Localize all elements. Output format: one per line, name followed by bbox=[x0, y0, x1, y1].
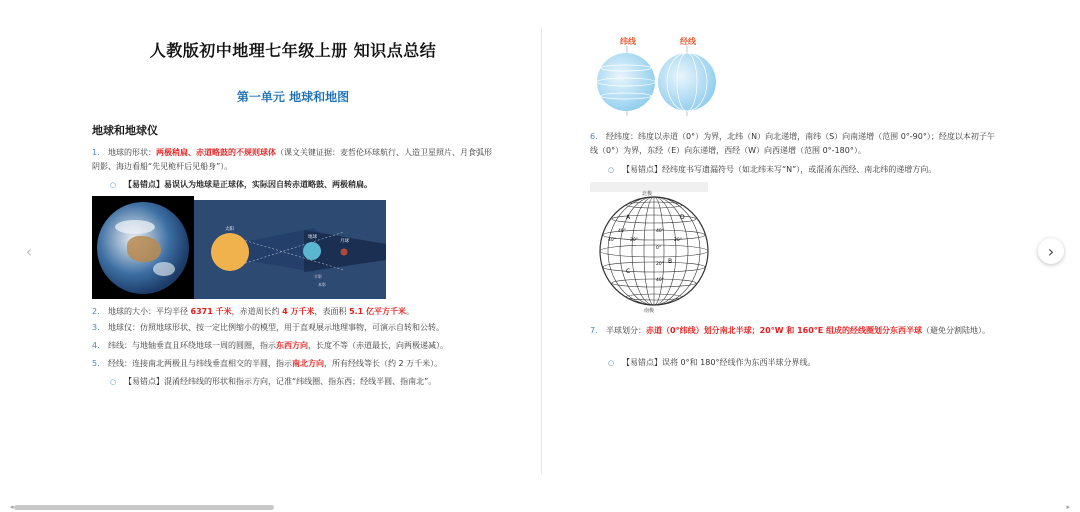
tip-item bbox=[608, 356, 988, 370]
latitude-longitude-figure bbox=[590, 30, 722, 120]
list-item-7 bbox=[590, 324, 1000, 338]
lunar-eclipse-diagram bbox=[194, 200, 386, 299]
list-item-1 bbox=[92, 146, 496, 174]
longitude-label: 经线 bbox=[680, 37, 696, 46]
item-text: 地球仪：仿照地球形状、按一定比例缩小的模型，用于直观展示地理事物，可演示自转和公转。 bbox=[108, 323, 444, 332]
item-number: 1. bbox=[92, 148, 100, 157]
lat-label: 40° bbox=[656, 229, 664, 234]
item-text: 地球的形状： bbox=[108, 148, 156, 157]
latitude-label: 纬线 bbox=[620, 37, 636, 46]
chevron-left-icon: ‹ bbox=[25, 241, 33, 261]
item-text: 纬线：与地轴垂直且环绕地球一周的圆圈，指示 bbox=[108, 341, 276, 350]
item-text: 经纬度：纬度以赤道（0°）为界，北纬（N）向北递增，南纬（S）向南递增（范围 0°-90°）；经度以本初子午线（0°）为界，东经（E）向东递增，西经（W）向西递增（范围 0°-180°）。 bbox=[590, 132, 995, 155]
point-c-label: C bbox=[626, 268, 631, 275]
circle-bullet-icon: ○ bbox=[110, 181, 117, 189]
list-item-5 bbox=[92, 357, 496, 371]
item-text: （避免分割陆地）。 bbox=[922, 326, 991, 335]
item-number: 3. bbox=[92, 323, 100, 332]
item-text: ，所有经线等长（约 2 万千米）。 bbox=[324, 359, 443, 368]
item-number: 7. bbox=[590, 326, 598, 335]
circle-bullet-icon: ○ bbox=[110, 378, 117, 386]
circle-bullet-icon: ○ bbox=[608, 359, 615, 367]
item-text: ，赤道周长约 bbox=[231, 307, 283, 316]
lat-label: 40° bbox=[656, 278, 664, 283]
list-item-3 bbox=[92, 321, 496, 335]
item-number: 5. bbox=[92, 359, 100, 368]
previous-page-button[interactable] bbox=[16, 238, 42, 264]
document-title: 人教版初中地理七年级上册 知识点总结 bbox=[149, 41, 437, 60]
scroll-right-icon[interactable]: ▸ bbox=[1066, 503, 1070, 511]
earth-globe-image bbox=[97, 202, 189, 294]
lon-label: 20° bbox=[674, 238, 682, 243]
scrollbar-thumb[interactable] bbox=[14, 505, 274, 510]
lat-label: 20° bbox=[656, 262, 664, 267]
item-highlight: 两极稍扁、赤道略鼓的不规则球体 bbox=[156, 148, 276, 157]
earth-photo bbox=[92, 196, 194, 299]
sun-label: 太阳 bbox=[225, 227, 234, 232]
page-divider bbox=[541, 28, 542, 474]
tip-item bbox=[110, 178, 490, 192]
horizontal-scrollbar[interactable] bbox=[10, 505, 1070, 510]
item-text: 地球的大小：平均半径 bbox=[108, 307, 191, 316]
list-item-6 bbox=[590, 130, 1000, 158]
unit-title: 第一单元 地球和地图 bbox=[236, 90, 350, 104]
tip-text: 【易错点】误将 0°和 180°经线作为东西半球分界线。 bbox=[622, 358, 816, 367]
circle-bullet-icon: ○ bbox=[608, 166, 615, 174]
item-text: ，长度不等（赤道最长，向两极递减）。 bbox=[308, 341, 448, 350]
section-title: 地球和地球仪 bbox=[92, 124, 158, 137]
tip-text: 【易错点】混淆经纬线的形状和指示方向，记准“纬线圈、指东西；经线半圆、指南北”。 bbox=[124, 377, 437, 386]
item-text: 经线：连接南北两极且与纬线垂直相交的半圆，指示 bbox=[108, 359, 292, 368]
lat-label: 0° bbox=[656, 246, 662, 251]
lon-label: 20° bbox=[630, 238, 638, 243]
point-d-label: D bbox=[680, 214, 685, 221]
item-highlight: 南北方向 bbox=[292, 359, 324, 368]
list-item-4 bbox=[92, 339, 496, 353]
item-number: 6. bbox=[590, 132, 598, 141]
tip-text: 【易错点】经纬度书写遗漏符号（如北纬未写“N”），或混淆东西经、南北纬的递增方向。 bbox=[622, 165, 937, 174]
point-b-label: B bbox=[668, 258, 673, 265]
point-a-label: A bbox=[626, 214, 631, 221]
item-text: （课文关键证据：麦哲伦环球航行、人造卫星照片、月食弧形阴影、海边看船“先见桅杆后见船身”）。 bbox=[92, 148, 492, 171]
moon-label: 月球 bbox=[340, 239, 349, 244]
lat-label: 40° bbox=[618, 229, 626, 234]
list-item-2 bbox=[92, 305, 496, 319]
tip-text: 【易错点】易误认为地球是正球体，实际因自转赤道略鼓、两极稍扁。 bbox=[124, 180, 372, 189]
item-highlight: 东西方向 bbox=[276, 341, 308, 350]
item-highlight: 6371 千米 bbox=[190, 307, 232, 316]
chevron-right-icon: › bbox=[1047, 241, 1055, 261]
item-text: 半球划分： bbox=[606, 326, 646, 335]
item-highlight: 5.1 亿平方千米 bbox=[349, 307, 407, 316]
penumbra-label: 半影 bbox=[314, 274, 322, 279]
north-pole-label: 北极 bbox=[642, 191, 653, 197]
item-highlight: 4 万千米 bbox=[282, 307, 315, 316]
tip-item bbox=[110, 375, 490, 389]
umbra-label: 本影 bbox=[318, 282, 326, 287]
item-text: ，表面积 bbox=[314, 307, 350, 316]
lon-label: 40° bbox=[608, 238, 616, 243]
next-page-button[interactable] bbox=[1038, 238, 1064, 264]
item-text: 。 bbox=[406, 307, 415, 316]
item-number: 4. bbox=[92, 341, 100, 350]
earth-label: 地球 bbox=[308, 235, 317, 240]
south-pole-label: 南极 bbox=[644, 308, 655, 313]
latitude-longitude-grid-figure bbox=[590, 185, 718, 313]
item-number: 2. bbox=[92, 307, 100, 316]
item-highlight: 赤道（0°纬线）划分南北半球；20°W 和 160°E 组成的经线圈划分东西半球 bbox=[646, 326, 923, 335]
tip-item bbox=[608, 163, 988, 177]
scroll-left-icon[interactable]: ◂ bbox=[10, 503, 14, 511]
